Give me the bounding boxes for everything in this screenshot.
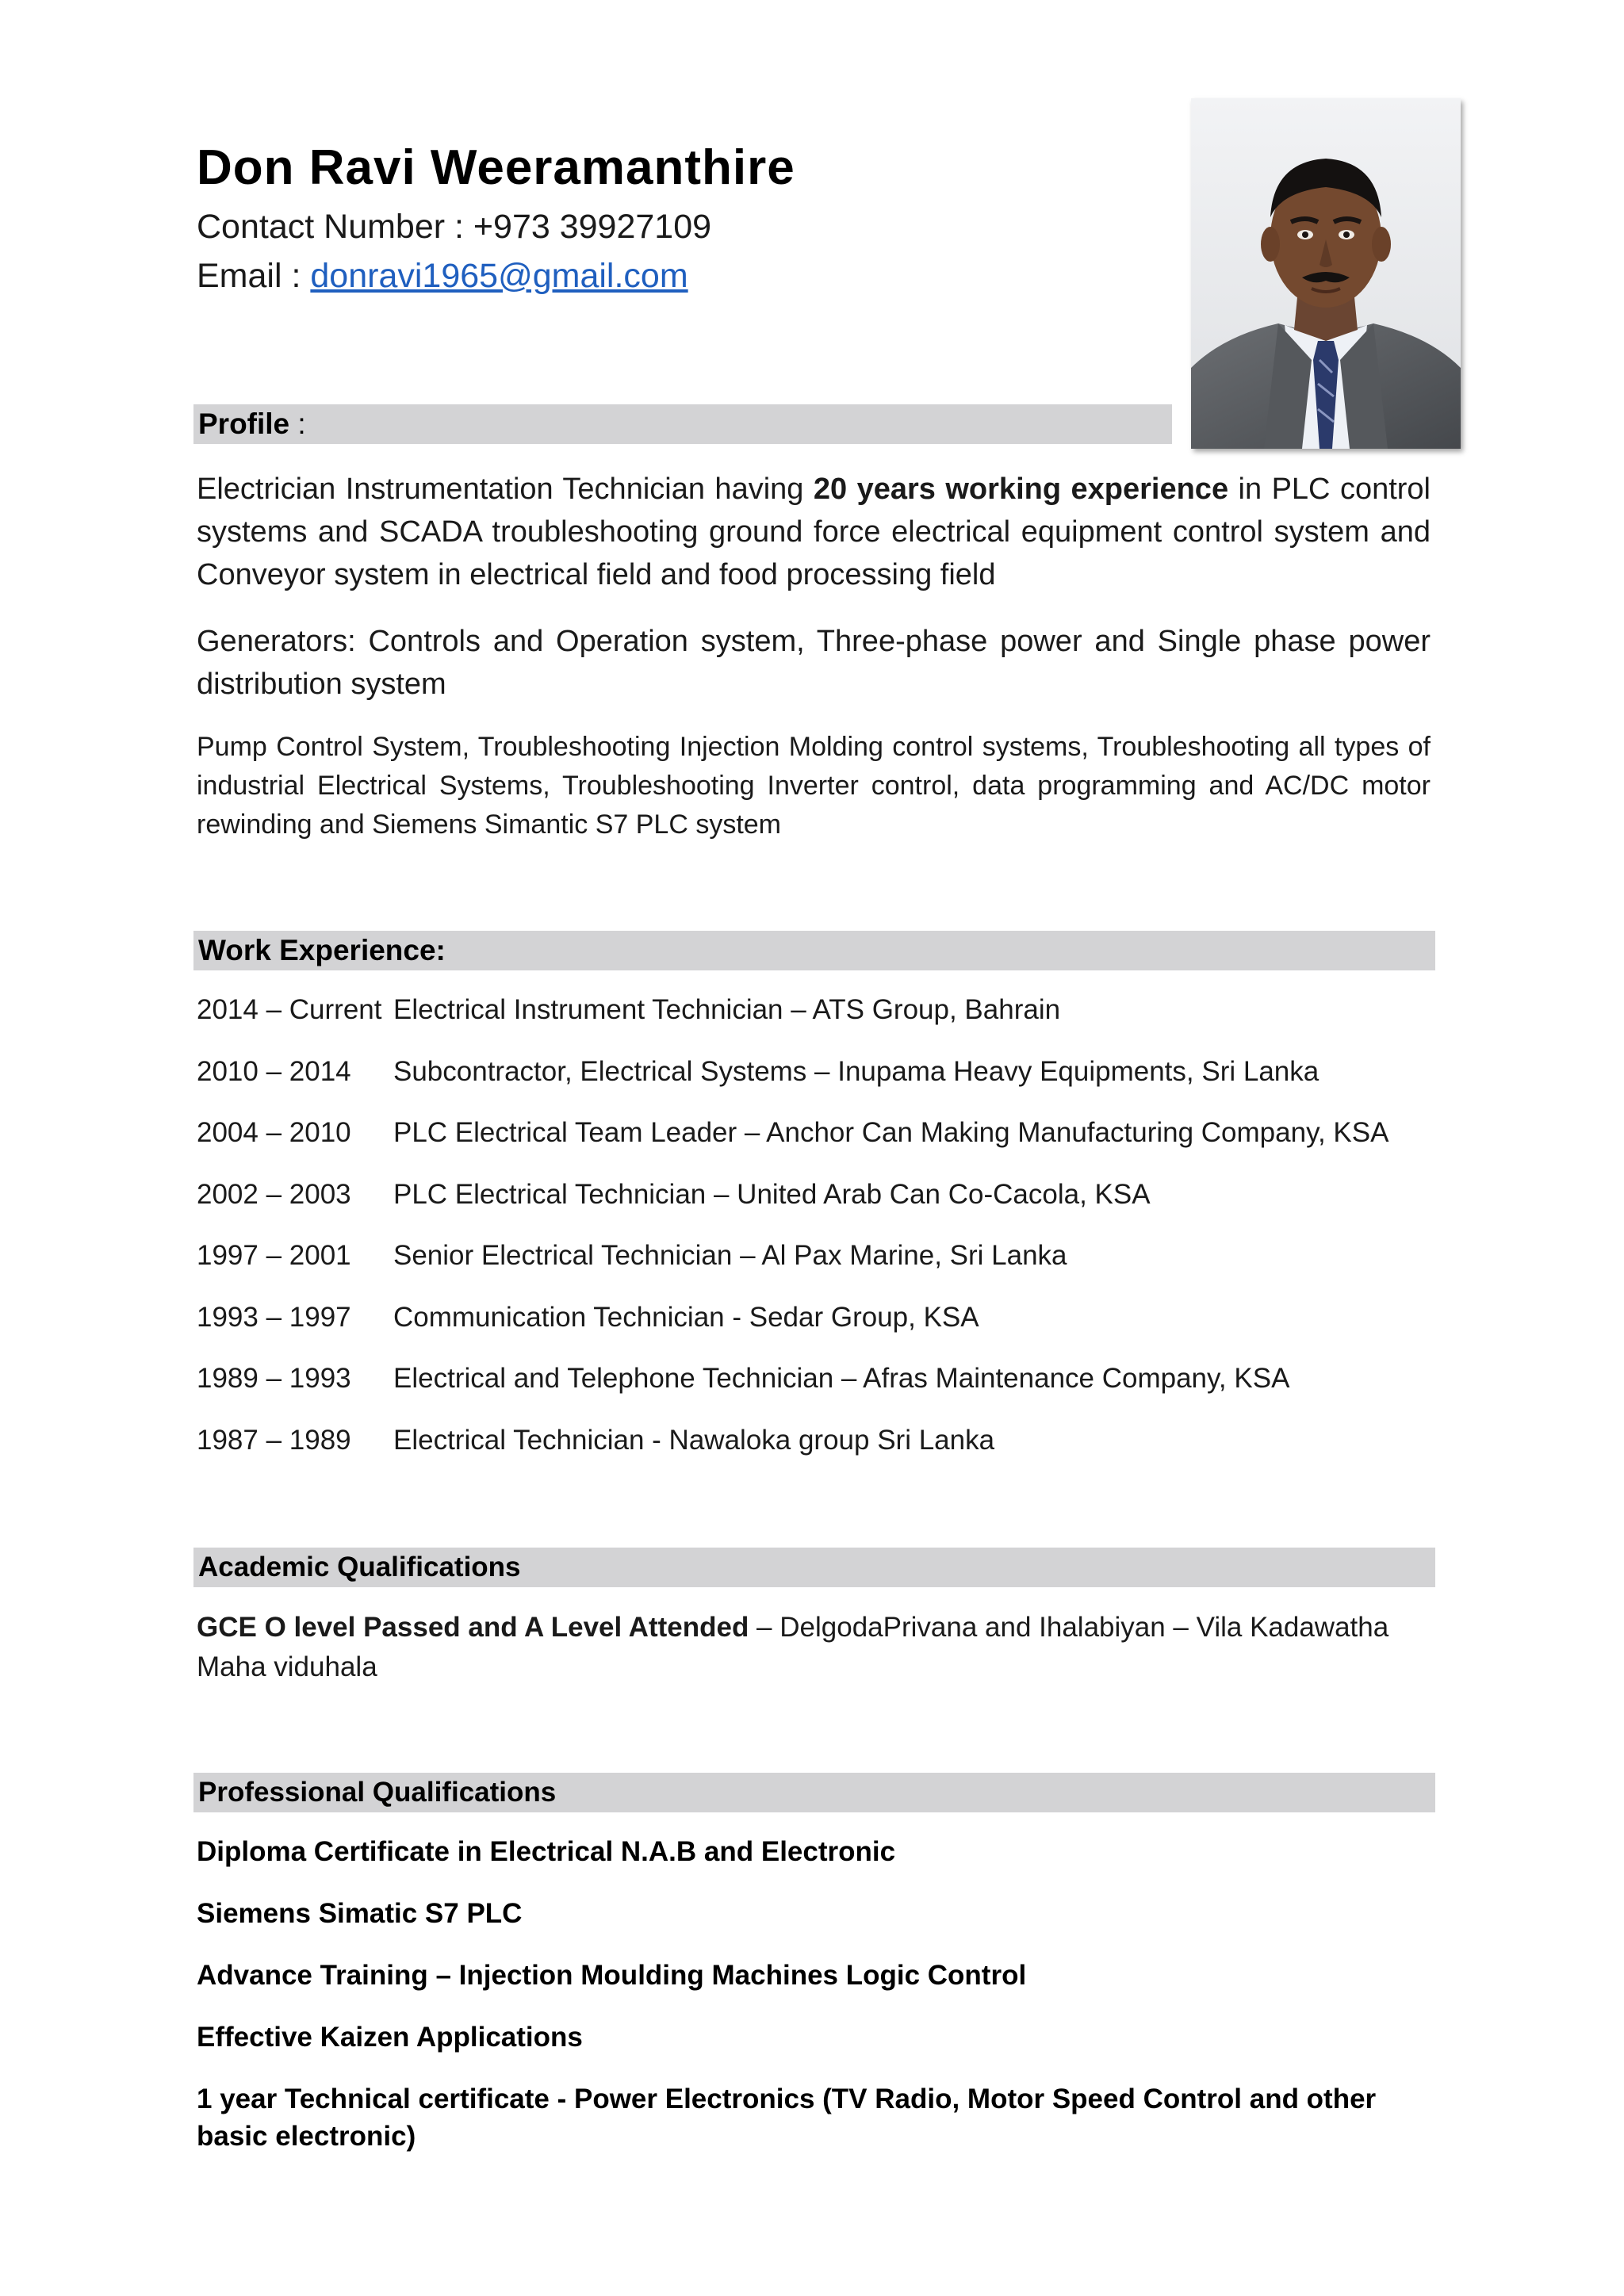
work-description: Senior Electrical Technician – Al Pax Marine, Sri Lanka	[393, 1240, 1067, 1271]
professional-heading-bar	[193, 1773, 1435, 1812]
professional-item: Advance Training – Injection Moulding Machines Logic Control	[197, 1960, 1027, 1991]
work-description: PLC Electrical Technician – United Arab Can Co-Cacola, KSA	[393, 1179, 1151, 1210]
work-period: 1993 – 1997	[197, 1302, 351, 1333]
work-period: 2004 – 2010	[197, 1117, 351, 1148]
candidate-name: Don Ravi Weeramanthire	[197, 140, 795, 195]
work-description: Communication Technician - Sedar Group, KSA	[393, 1302, 979, 1333]
work-description: Electrical and Telephone Technician – Afras Maintenance Company, KSA	[393, 1363, 1290, 1394]
work-period: 2010 – 2014	[197, 1056, 351, 1087]
work-heading: Work Experience:	[198, 934, 446, 966]
work-item	[197, 1302, 979, 1334]
work-description: Electrical Instrument Technician – ATS Group, Bahrain	[393, 994, 1061, 1025]
academic-heading-bar	[193, 1548, 1435, 1587]
academic-entry-bold: GCE O level Passed and A Level Attended	[197, 1612, 749, 1643]
work-item	[197, 1425, 994, 1456]
professional-item: 1 year Technical certificate - Power Electronics (TV Radio, Motor Speed Control and other basic electronic)	[197, 2084, 1377, 2152]
academic-entry-text: – DelgodaPrivana and Ihalabiyan – Vila Kadawatha Maha viduhala	[197, 1612, 1389, 1682]
academic-entry	[197, 1608, 1431, 1687]
profile-p1-bold: 20 years working experience	[813, 473, 1229, 506]
contact-number: Contact Number : +973 39927109	[197, 208, 712, 246]
profile-heading-bar	[193, 404, 1172, 444]
work-item	[197, 1117, 1388, 1149]
profile-heading: Profile	[198, 408, 290, 440]
email-label: Email :	[197, 257, 311, 295]
professional-item: Effective Kaizen Applications	[197, 2022, 583, 2053]
portrait-image	[1191, 98, 1461, 449]
profile-p1-text-after: in PLC control systems and SCADA troubleshooting ground force electrical equipment control system and Conveyor system in electrical field and food processing field	[197, 473, 1431, 591]
work-item	[197, 1179, 1151, 1211]
work-period: 1989 – 1993	[197, 1363, 351, 1394]
work-period: 1987 – 1989	[197, 1425, 351, 1456]
professional-item: Siemens Simatic S7 PLC	[197, 1898, 523, 1929]
work-item	[197, 1056, 1319, 1088]
work-heading-bar	[193, 931, 1435, 970]
work-period: 2002 – 2003	[197, 1179, 351, 1210]
email-link[interactable]: donravi1965@gmail.com	[310, 257, 688, 295]
profile-paragraph-1	[197, 468, 1431, 596]
work-item	[197, 1363, 1289, 1395]
work-period: 2014 – Current	[197, 994, 382, 1025]
academic-heading: Academic Qualifications	[198, 1552, 521, 1582]
profile-photo	[1191, 98, 1461, 449]
work-description: PLC Electrical Team Leader – Anchor Can Making Manufacturing Company, KSA	[393, 1117, 1389, 1148]
profile-p1-text: Electrician Instrumentation Technician having	[197, 473, 814, 506]
profile-paragraph-2: Generators: Controls and Operation system, Three-phase power and Single phase power distribution system	[197, 625, 1431, 701]
work-item	[197, 994, 1060, 1026]
profile-paragraph-3: Pump Control System, Troubleshooting Injection Molding control systems, Troubleshooting all types of industrial Electrical Systems, Troubleshooting Inverter control, data programming and AC/DC motor rewinding and Siemens Simantic S7 PLC system	[197, 732, 1431, 840]
email-line	[197, 257, 688, 296]
work-item	[197, 1240, 1067, 1272]
professional-item: Diploma Certificate in Electrical N.A.B and Electronic	[197, 1836, 896, 1867]
profile-heading-suffix: :	[289, 408, 306, 440]
work-period: 1997 – 2001	[197, 1240, 351, 1271]
work-description: Subcontractor, Electrical Systems – Inupama Heavy Equipments, Sri Lanka	[393, 1056, 1320, 1087]
work-description: Electrical Technician - Nawaloka group Sri Lanka	[393, 1425, 995, 1456]
professional-heading: Professional Qualifications	[198, 1777, 557, 1808]
